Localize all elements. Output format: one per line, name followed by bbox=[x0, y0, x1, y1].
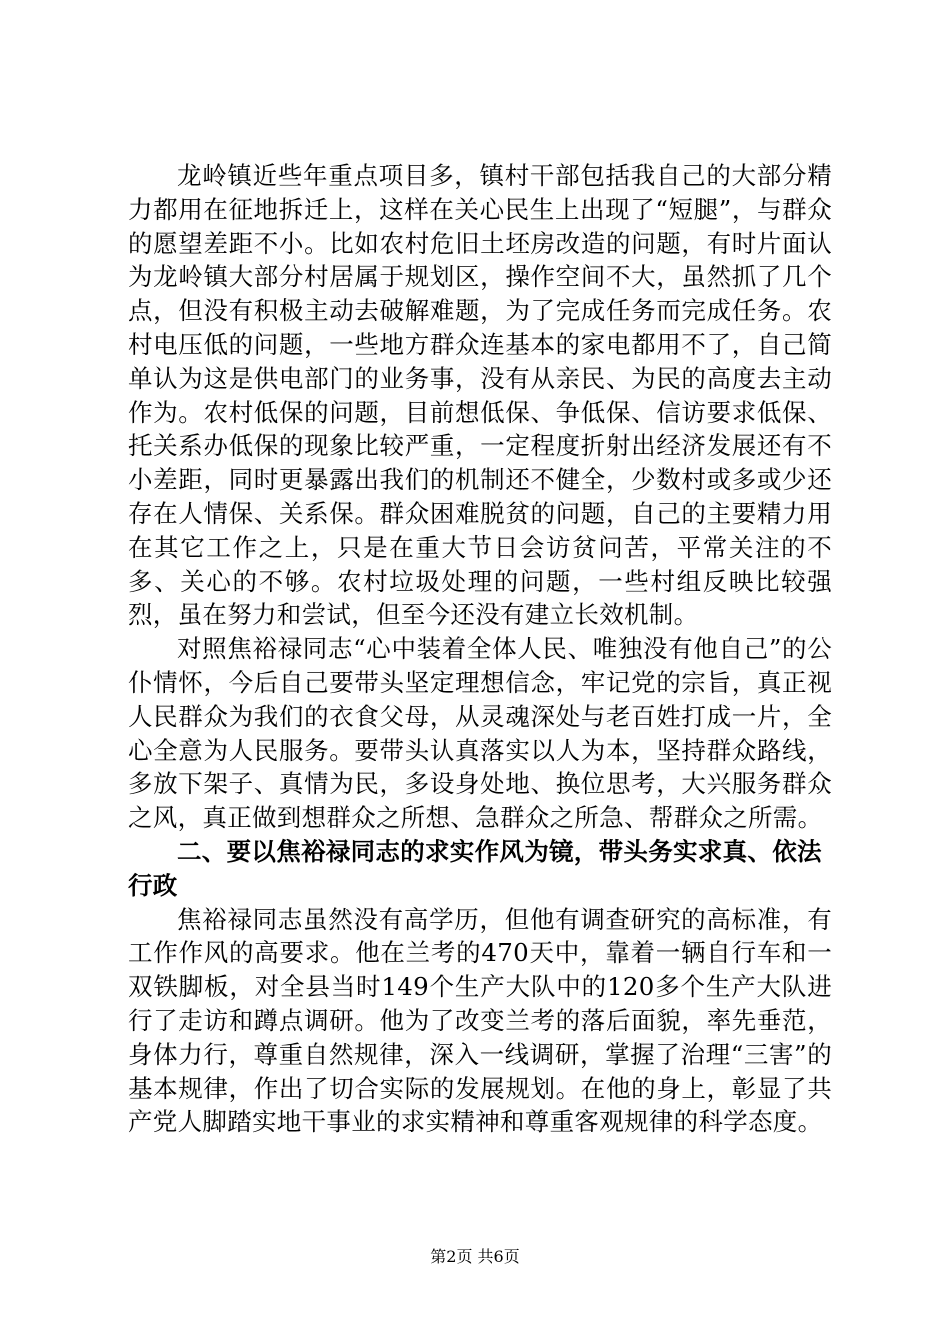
body-paragraph: 对照焦裕禄同志“心中装着全体人民、唯独没有他自己”的公仆情怀，今后自己要带头坚定理想信念，牢记党的宗旨，真正视人民群众为我们的衣食父母，从灵魂深处与老百姓打成一片，全心全意为人民服务。要带头认真落实以人为本，坚持群众路线，多放下架子、真情为民，多设身处地、换位思考，大兴服务群众之风，真正做到想群众之所想、急群众之所急、帮群众之所需。 bbox=[128, 634, 832, 833]
document-body bbox=[128, 159, 832, 1139]
body-paragraph: 焦裕禄同志虽然没有高学历，但他有调查研究的高标准，有工作作风的高要求。他在兰考的470天中，靠着一辆自行车和一双铁脚板，对全县当时149个生产大队中的120多个生产大队进行了走访和蹲点调研。他为了改变兰考的落后面貌，率先垂范，身体力行，尊重自然规律，深入一线调研，掌握了治理“三害”的基本规律，作出了切合实际的发展规划。在他的身上，彰显了共产党人脚踏实地干事业的求实精神和尊重客观规律的科学态度。 bbox=[128, 904, 832, 1137]
section-heading: 二、要以焦裕禄同志的求实作风为镜，带头务实求真、依法行政 bbox=[128, 836, 822, 900]
page-footer: 第2页 共6页 bbox=[430, 1247, 520, 1266]
body-paragraph: 龙岭镇近些年重点项目多，镇村干部包括我自己的大部分精力都用在征地拆迁上，这样在关心民生上出现了“短腿”，与群众的愿望差距不小。比如农村危旧土坯房改造的问题，有时片面认为龙岭镇大部分村居属于规划区，操作空间不大，虽然抓了几个点，但没有积极主动去破解难题，为了完成任务而完成任务。农村电压低的问题，一些地方群众连基本的家电都用不了，自己简单认为这是供电部门的业务事，没有从亲民、为民的高度去主动作为。农村低保的问题，目前想低保、争低保、信访要求低保、托关系办低保的现象比较严重，一定程度折射出经济发展还有不小差距，同时更暴露出我们的机制还不健全，少数村或多或少还存在人情保、关系保。群众困难脱贫的问题，自己的主要精力用在其它工作之上，只是在重大节日会访贫问苦，平常关注的不多、关心的不够。农村垃圾处理的问题，一些村组反映比较强烈，虽在努力和尝试，但至今还没有建立长效机制。 bbox=[128, 161, 832, 630]
